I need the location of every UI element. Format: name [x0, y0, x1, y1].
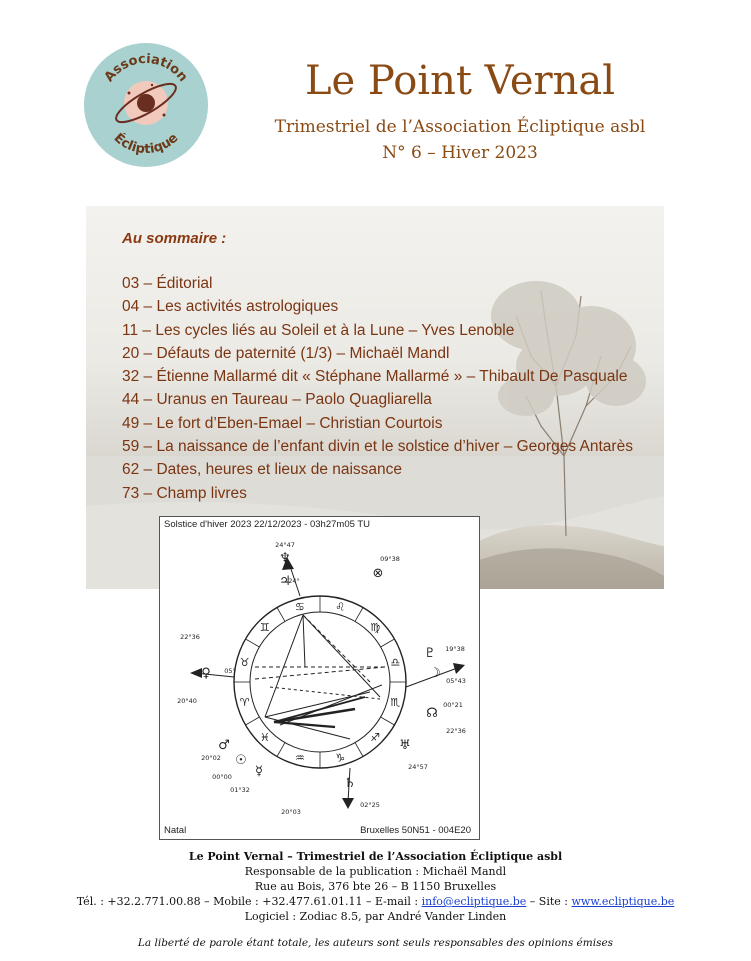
chart-location: Bruxelles 50N51 - 004E20	[360, 825, 471, 836]
degree-label: 00°00	[212, 773, 232, 781]
degree-label: 19°38	[445, 645, 465, 653]
degree-label: 24°47	[275, 541, 295, 549]
page-subtitle: Trimestriel de l’Association Écliptique asbl	[274, 117, 646, 137]
toc-item: 11 – Les cycles liés au Soleil et à la Lune – Yves Lenoble	[122, 321, 515, 339]
planet-glyph: ♇	[424, 646, 436, 661]
toc-item: 59 – La naissance de l’enfant divin et le solstice d’hiver – Georges Antarès	[122, 438, 633, 456]
website-link[interactable]: www.ecliptique.be	[571, 895, 675, 908]
zodiac-sign: ♈	[239, 696, 250, 710]
zodiac-sign: ♓	[259, 731, 270, 745]
degree-label: 24°	[288, 577, 300, 585]
footer-contact	[0, 895, 751, 908]
toc-item: 20 – Défauts de paternité (1/3) – Michaël Mandl	[122, 344, 450, 362]
footer-address: Rue au Bois, 376 bte 26 – B 1150 Bruxelles	[254, 880, 497, 893]
degree-label: 20°03	[281, 808, 301, 816]
logo-text-top: Association	[101, 51, 191, 85]
sommaire-heading: Au sommaire :	[122, 230, 227, 247]
footer-software: Logiciel : Zodiac 8.5, par André Vander Linden	[244, 910, 507, 923]
issue-number: N° 6 – Hiver 2023	[382, 143, 538, 163]
astrological-chart	[159, 516, 480, 840]
footer-phones: Tél. : +32.2.771.00.88 – Mobile : +32.477.61.01.11 – E-mail :	[76, 895, 422, 908]
table-of-contents	[122, 272, 633, 505]
degree-label: 05°	[224, 667, 236, 675]
degree-label: 20°02	[201, 754, 221, 762]
toc-item: 44 – Uranus en Taureau – Paolo Quagliarella	[122, 391, 432, 409]
planet-glyph: ♅	[399, 738, 411, 753]
toc-item: 73 – Champ livres	[122, 484, 247, 502]
footer-responsible: Responsable de la publication : Michaël Mandl	[244, 865, 507, 878]
degree-label: 20°40	[177, 697, 197, 705]
zodiac-sign: ♒	[294, 751, 305, 765]
zodiac-sign: ♌	[335, 600, 346, 614]
zodiac-sign: ♋	[294, 600, 305, 614]
planet-glyph: ♃	[279, 574, 291, 589]
logo-text-bottom: Écliptique	[110, 130, 182, 158]
degree-label: 02°25	[360, 801, 380, 809]
zodiac-sign: ♉	[239, 655, 250, 669]
planet-glyph: ⊗	[372, 566, 384, 581]
planet-glyph: ♄	[344, 776, 356, 791]
planet-glyph: ☉	[235, 753, 247, 768]
planet-glyph: ♆	[279, 551, 291, 566]
degree-label: 22°36	[180, 633, 200, 641]
toc-item: 62 – Dates, heures et lieux de naissance	[122, 461, 403, 479]
degree-label: 09°38	[380, 555, 400, 563]
chart-type-label: Natal	[164, 825, 187, 836]
degree-label: 00°21	[443, 701, 463, 709]
footer-site-label: – Site :	[526, 895, 572, 908]
planet-glyph: ☽	[429, 666, 441, 681]
planet-glyph: ☿	[255, 764, 263, 779]
planet-glyph: ☊	[426, 706, 438, 721]
degree-label: 05°43	[446, 677, 466, 685]
association-logo	[84, 43, 208, 167]
degree-label: 01°32	[230, 786, 250, 794]
chart-header: Solstice d'hiver 2023 22/12/2023 - 03h27m05 TU	[164, 519, 371, 530]
footer-publication: Le Point Vernal – Trimestriel de l’Association Écliptique asbl	[188, 850, 563, 863]
toc-item: 32 – Étienne Mallarmé dit « Stéphane Mallarmé » – Thibault De Pasquale	[122, 368, 628, 386]
toc-item: 03 – Éditorial	[122, 275, 213, 292]
email-link[interactable]: info@ecliptique.be	[421, 895, 527, 908]
zodiac-sign: ♊	[259, 620, 270, 634]
toc-item: 49 – Le fort d’Eben-Emael – Christian Courtois	[122, 414, 443, 432]
toc-item: 04 – Les activités astrologiques	[122, 298, 339, 316]
planet-glyph: ♀	[201, 666, 211, 681]
zodiac-sign: ♍	[370, 620, 381, 634]
page-title: Le Point Vernal	[304, 58, 616, 104]
zodiac-sign: ♏	[390, 696, 401, 710]
zodiac-sign: ♐	[370, 731, 381, 745]
degree-label: 24°57	[408, 763, 428, 771]
degree-label: 22°36	[446, 727, 466, 735]
planet-glyph: ♂	[218, 738, 230, 753]
disclaimer: La liberté de parole étant totale, les auteurs sont seuls responsables des opinions émises	[137, 937, 614, 949]
zodiac-sign: ♑	[335, 751, 346, 765]
zodiac-sign: ♎	[390, 655, 401, 669]
